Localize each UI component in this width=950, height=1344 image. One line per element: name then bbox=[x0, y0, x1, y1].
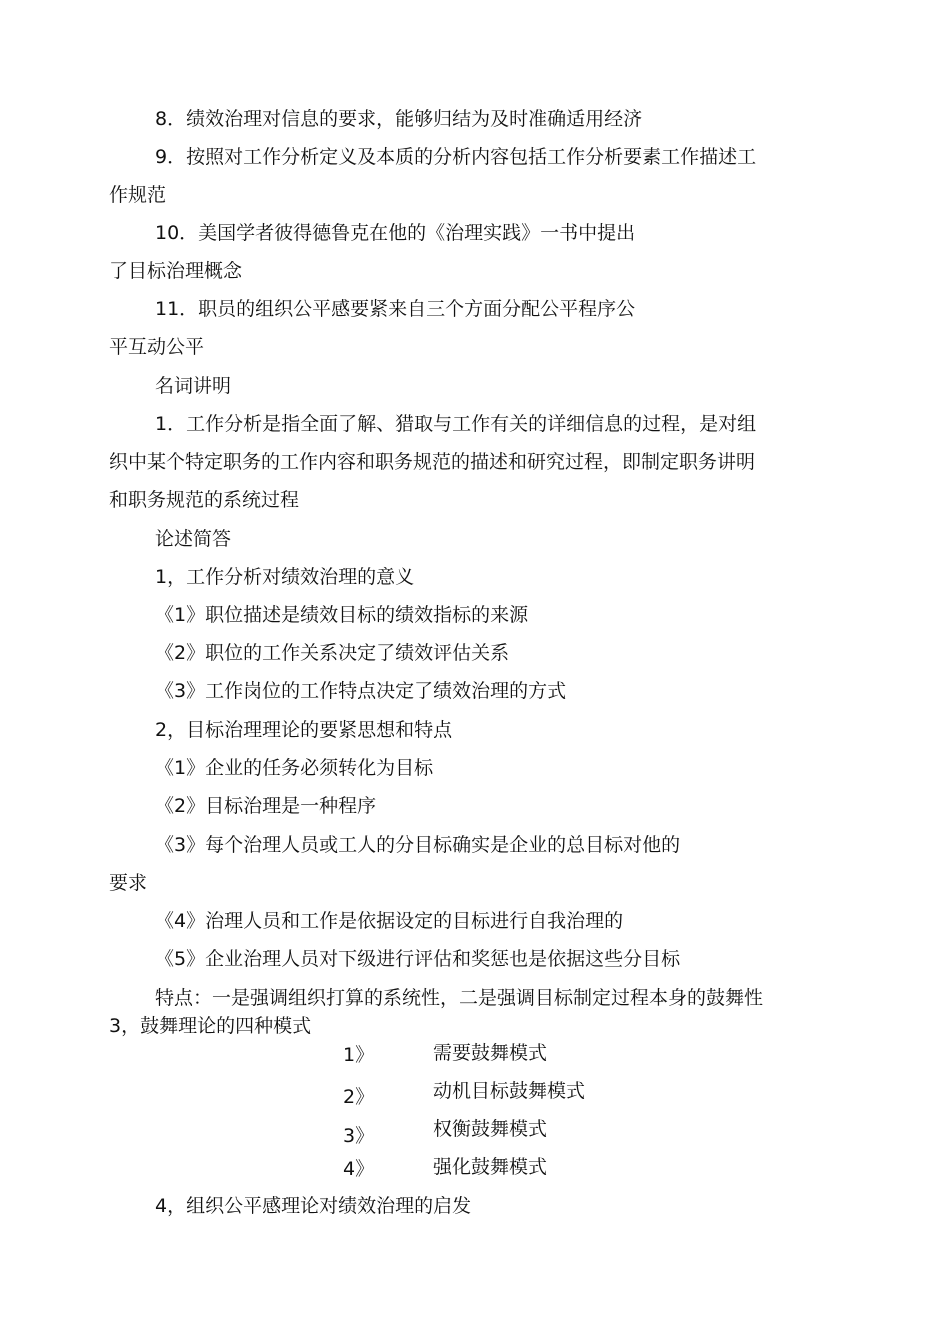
text-line-essay2: 2，目标治理理论的要紧思想和特点 bbox=[155, 719, 453, 741]
mode-number-3: 3》 bbox=[343, 1125, 375, 1147]
text-line-q11: 11．职员的组织公平感要紧来自三个方面分配公平程序公 bbox=[155, 298, 636, 320]
text-line-term1: 1．工作分析是指全面了解、猎取与工作有关的详细信息的过程，是对组 bbox=[155, 413, 757, 435]
text-line-essay2-p5: 《5》企业治理人员对下级进行评估和奖惩也是依据这些分目标 bbox=[155, 948, 681, 970]
text-line-q10-cont: 了目标治理概念 bbox=[109, 260, 243, 282]
mode-label-1: 需要鼓舞模式 bbox=[433, 1042, 548, 1064]
text-line-essay1-p3: 《3》工作岗位的工作特点决定了绩效治理的方式 bbox=[155, 680, 567, 702]
text-line-q9-cont: 作规范 bbox=[109, 184, 167, 206]
text-line-essay1-p2: 《2》职位的工作关系决定了绩效评估关系 bbox=[155, 642, 510, 664]
text-line-essay2-p4: 《4》治理人员和工作是依据设定的目标进行自我治理的 bbox=[155, 910, 624, 932]
text-line-essay2-p1: 《1》企业的任务必须转化为目标 bbox=[155, 757, 434, 779]
text-line-term1-cont1: 织中某个特定职务的工作内容和职务规范的描述和研究过程，即制定职务讲明 bbox=[109, 451, 756, 473]
mode-label-2: 动机目标鼓舞模式 bbox=[433, 1080, 586, 1102]
mode-label-3: 权衡鼓舞模式 bbox=[433, 1118, 548, 1140]
mode-number-4: 4》 bbox=[343, 1158, 375, 1180]
mode-number-2: 2》 bbox=[343, 1086, 375, 1108]
section-heading-terms: 名词讲明 bbox=[155, 375, 232, 397]
text-line-essay2-p2: 《2》目标治理是一种程序 bbox=[155, 795, 377, 817]
text-line-essay1: 1，工作分析对绩效治理的意义 bbox=[155, 566, 415, 588]
mode-number-1: 1》 bbox=[343, 1044, 375, 1066]
text-line-essay3: 3，鼓舞理论的四种模式 bbox=[109, 1015, 312, 1037]
section-heading-essay: 论述简答 bbox=[155, 528, 232, 550]
text-line-essay4: 4，组织公平感理论对绩效治理的启发 bbox=[155, 1195, 472, 1217]
text-line-q9: 9．按照对工作分析定义及本质的分析内容包括工作分析要素工作描述工 bbox=[155, 146, 757, 168]
text-line-essay2-p3-cont: 要求 bbox=[109, 872, 148, 894]
text-line-q8: 8．绩效治理对信息的要求，能够归结为及时准确适用经济 bbox=[155, 108, 643, 130]
text-line-features: 特点：一是强调组织打算的系统性，二是强调目标制定过程本身的鼓舞性 bbox=[155, 987, 764, 1009]
mode-label-4: 强化鼓舞模式 bbox=[433, 1156, 548, 1178]
text-line-essay1-p1: 《1》职位描述是绩效目标的绩效指标的来源 bbox=[155, 604, 529, 626]
text-line-q10: 10．美国学者彼得德鲁克在他的《治理实践》一书中提出 bbox=[155, 222, 636, 244]
text-line-q11-cont: 平互动公平 bbox=[109, 336, 205, 358]
text-line-term1-cont2: 和职务规范的系统过程 bbox=[109, 489, 300, 511]
text-line-essay2-p3: 《3》每个治理人员或工人的分目标确实是企业的总目标对他的 bbox=[155, 834, 681, 856]
